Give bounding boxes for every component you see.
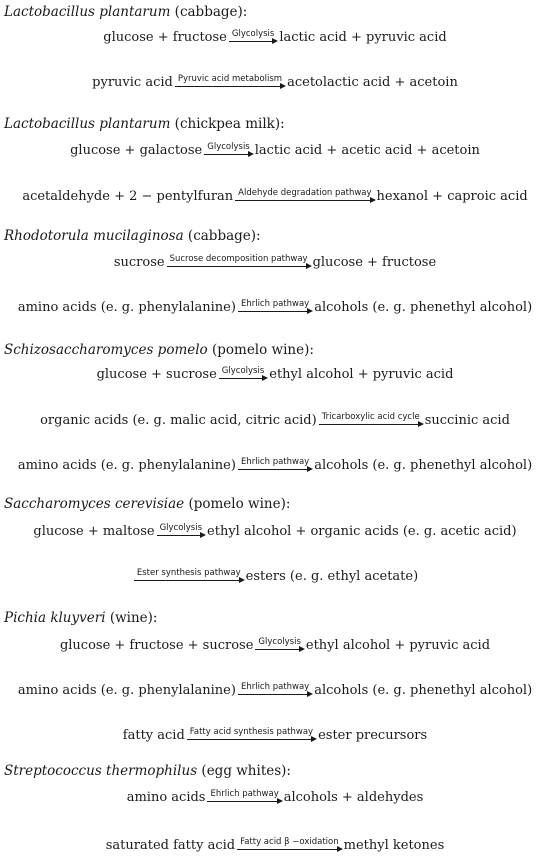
arrow-icon xyxy=(204,154,247,155)
reaction-arrow xyxy=(167,254,311,271)
reactants: organic acids (e. g. malic acid, citric acid) xyxy=(40,413,317,428)
species-name: Saccharomyces cerevisiae xyxy=(4,496,185,512)
products: ester precursors xyxy=(318,728,428,743)
pathway-label: Sucrose decomposition pathway xyxy=(169,254,308,264)
reaction-equation xyxy=(0,412,550,429)
reactants: pyruvic acid xyxy=(92,75,173,90)
arrow-icon xyxy=(207,801,276,802)
reactants: glucose + galactose xyxy=(70,143,203,158)
products: ethyl alcohol + pyruvic acid xyxy=(269,367,454,382)
species-name: Pichia kluyveri xyxy=(4,610,106,626)
pathway-label: Glycolysis xyxy=(207,142,250,152)
arrow-icon xyxy=(219,378,262,379)
arrow-icon xyxy=(157,535,200,536)
pathway-label: Ehrlich pathway xyxy=(210,789,279,799)
reactants: saturated fatty acid xyxy=(105,838,236,853)
pathway-label: Aldehyde degradation pathway xyxy=(238,188,372,198)
species-name: Schizosaccharomyces pomelo xyxy=(4,342,208,358)
reaction-arrow xyxy=(207,789,281,806)
products: esters (e. g. ethyl acetate) xyxy=(245,569,419,584)
pathway-label: Fatty acid β −oxidation xyxy=(240,837,339,847)
pathway-label: Ehrlich pathway xyxy=(240,457,310,467)
organism-heading xyxy=(4,4,247,20)
substrate-context: (cabbage): xyxy=(187,228,261,244)
arrow-icon xyxy=(134,580,239,581)
reactants: amino acids xyxy=(126,790,206,805)
products: succinic acid xyxy=(424,413,510,428)
pathway-label: Tricarboxylic acid cycle xyxy=(321,412,420,422)
reaction-arrow xyxy=(235,188,374,205)
reaction-equation xyxy=(0,837,550,854)
organism-heading xyxy=(4,496,290,512)
species-name: Rhodotorula mucilaginosa xyxy=(4,228,184,244)
reaction-equation xyxy=(0,29,550,46)
reaction-equation xyxy=(0,727,550,744)
products: lactic acid + acetic acid + acetoin xyxy=(254,143,480,158)
reaction-equation xyxy=(0,254,550,271)
pathway-label: Glycolysis xyxy=(231,29,275,39)
pathway-label: Fatty acid synthesis pathway xyxy=(189,727,314,737)
arrow-icon xyxy=(167,266,306,267)
organism-heading xyxy=(4,342,314,358)
reactants: glucose + maltose xyxy=(33,524,155,539)
reactants: glucose + sucrose xyxy=(96,367,217,382)
reactants: acetaldehyde + 2 − pentylfuran xyxy=(22,189,234,204)
reaction-arrow xyxy=(255,637,303,654)
products: alcohols (e. g. phenethyl alcohol) xyxy=(314,300,533,315)
reaction-arrow xyxy=(238,457,312,474)
reactants: amino acids (e. g. phenylalanine) xyxy=(17,683,236,698)
products: alcohols (e. g. phenethyl alcohol) xyxy=(314,683,533,698)
species-name: Lactobacillus plantarum xyxy=(4,116,171,132)
organism-heading xyxy=(4,610,157,626)
pathway-label: Ehrlich pathway xyxy=(240,299,310,309)
arrow-icon xyxy=(235,200,369,201)
pathway-label: Ester synthesis pathway xyxy=(136,568,241,578)
reaction-arrow xyxy=(134,568,244,585)
products: acetolactic acid + acetoin xyxy=(287,75,458,90)
reaction-arrow xyxy=(319,412,423,429)
reactants: fatty acid xyxy=(122,728,185,743)
arrow-icon xyxy=(238,311,307,312)
products: ethyl alcohol + organic acids (e. g. acetic acid) xyxy=(207,524,517,539)
products: hexanol + caproic acid xyxy=(376,189,528,204)
arrow-icon xyxy=(187,739,311,740)
reaction-arrow xyxy=(157,523,205,540)
organism-heading xyxy=(4,228,261,244)
reaction-equation xyxy=(0,789,550,806)
reaction-equation xyxy=(0,366,550,383)
arrow-icon xyxy=(238,694,307,695)
species-name: Streptococcus thermophilus xyxy=(4,763,198,779)
reactants: amino acids (e. g. phenylalanine) xyxy=(17,458,236,473)
pathway-label: Glycolysis xyxy=(221,366,265,376)
products: alcohols (e. g. phenethyl alcohol) xyxy=(314,458,533,473)
organism-heading xyxy=(4,763,291,779)
pathway-label: Ehrlich pathway xyxy=(240,682,310,692)
reaction-equation xyxy=(0,457,550,474)
substrate-context: (egg whites): xyxy=(201,763,291,779)
reactants: amino acids (e. g. phenylalanine) xyxy=(17,300,236,315)
arrow-icon xyxy=(255,649,298,650)
substrate-context: (chickpea milk): xyxy=(174,116,285,132)
reaction-equation xyxy=(0,299,550,316)
products: ethyl alcohol + pyruvic acid xyxy=(305,638,491,653)
reactants: glucose + fructose + sucrose xyxy=(59,638,254,653)
reaction-equation xyxy=(0,142,550,159)
arrow-icon xyxy=(237,849,337,850)
reaction-arrow xyxy=(175,74,285,91)
substrate-context: (cabbage): xyxy=(174,4,248,20)
substrate-context: (pomelo wine): xyxy=(211,342,314,358)
reaction-equation xyxy=(0,523,550,540)
reaction-arrow xyxy=(237,837,342,854)
reactants: glucose + fructose xyxy=(103,30,227,45)
arrow-icon xyxy=(175,86,280,87)
reaction-arrow xyxy=(238,299,312,316)
reaction-arrow xyxy=(229,29,277,46)
reaction-equation xyxy=(0,188,550,205)
substrate-context: (wine): xyxy=(109,610,158,626)
reactants: sucrose xyxy=(113,255,165,270)
reaction-equation xyxy=(0,74,550,91)
organism-heading xyxy=(4,116,285,132)
arrow-icon xyxy=(229,41,272,42)
reaction-arrow xyxy=(204,142,252,159)
reaction-arrow xyxy=(219,366,267,383)
species-name: Lactobacillus plantarum xyxy=(4,4,171,20)
products: glucose + fructose xyxy=(312,255,437,270)
products: lactic acid + pyruvic acid xyxy=(279,30,447,45)
arrow-icon xyxy=(238,469,307,470)
pathway-label: Glycolysis xyxy=(159,523,203,533)
reaction-arrow xyxy=(187,727,316,744)
reaction-equation xyxy=(0,568,550,585)
products: methyl ketones xyxy=(343,838,445,853)
products: alcohols + aldehydes xyxy=(283,790,424,805)
arrow-icon xyxy=(319,424,418,425)
substrate-context: (pomelo wine): xyxy=(188,496,291,512)
reaction-equation xyxy=(0,682,550,699)
reaction-arrow xyxy=(238,682,312,699)
pathway-label: Pyruvic acid metabolism xyxy=(177,74,283,84)
pathway-label: Glycolysis xyxy=(258,637,301,647)
reaction-equation xyxy=(0,637,550,654)
